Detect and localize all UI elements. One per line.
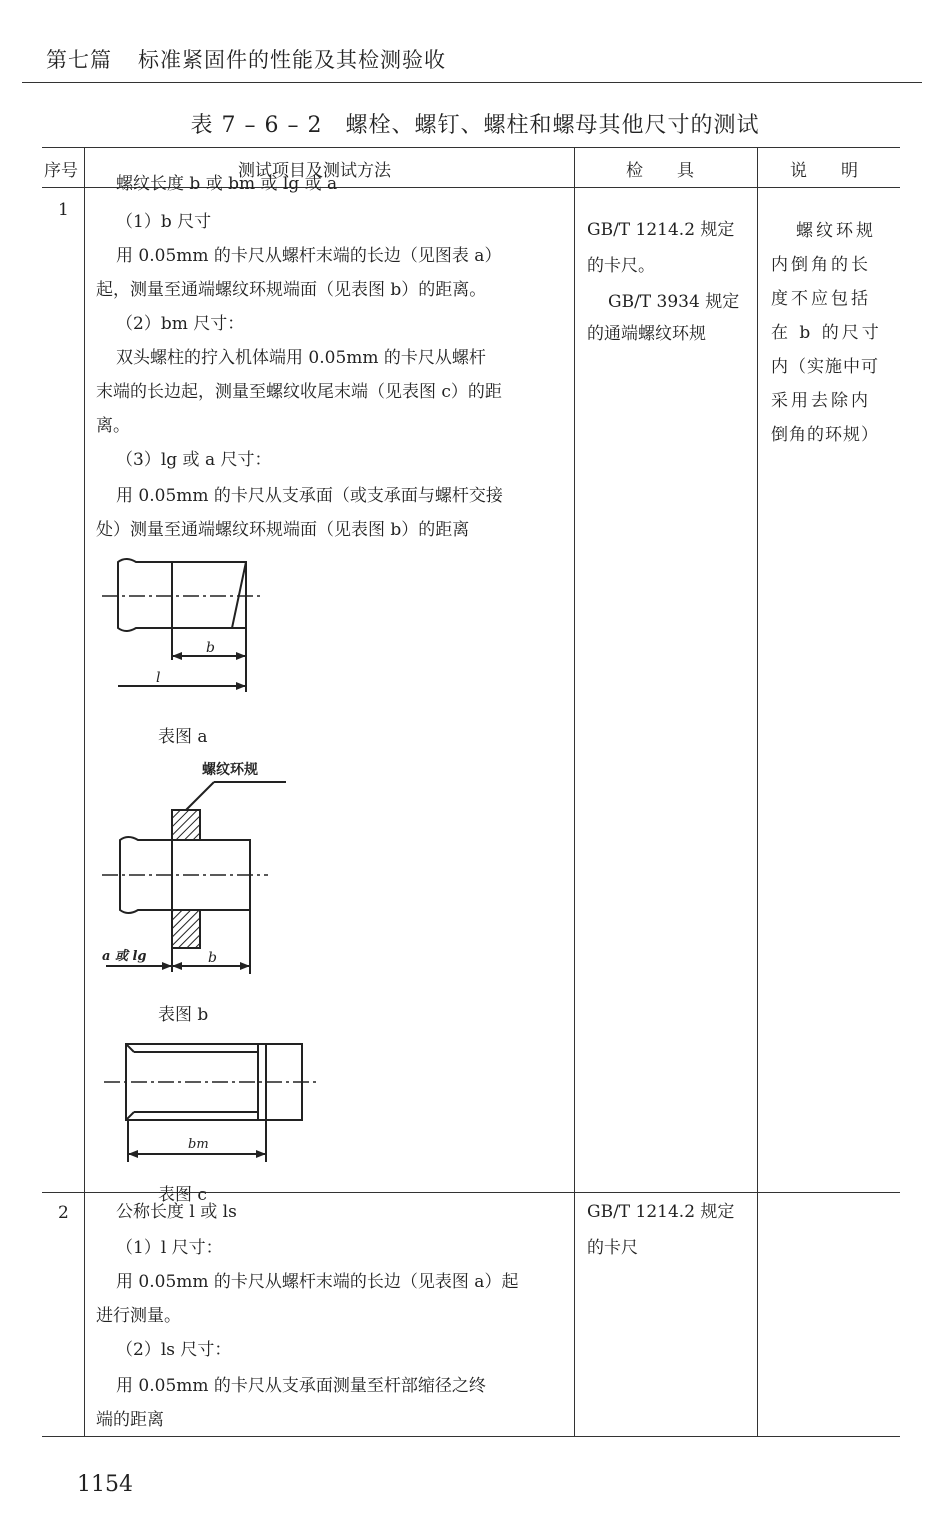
method-line: （1）l 尺寸： <box>116 1238 223 1258</box>
method-line: 双头螺柱的拧入机体端用 0.05mm 的卡尺从螺杆 <box>116 348 486 368</box>
table-bottom-rule <box>42 1436 900 1437</box>
method-line: （1）b 尺寸 <box>116 212 212 232</box>
column-header-method: 测试项目及测试方法 <box>238 161 391 181</box>
column-header-note: 说 明 <box>790 161 858 181</box>
note-line: 内（实施中可 <box>771 357 879 377</box>
header-part: 第七篇 <box>46 48 112 72</box>
table-top-rule <box>42 147 900 148</box>
figure-c-drawing <box>100 1038 322 1166</box>
method-line: （2）ls 尺寸： <box>116 1340 232 1360</box>
note-line: 螺纹环规 <box>796 221 876 241</box>
column-divider <box>84 147 85 1437</box>
figure-b-caption: 表图 b <box>158 1005 209 1025</box>
table-title: 表 7 – 6 – 2 螺栓、螺钉、螺柱和螺母其他尺寸的测试 <box>190 113 760 138</box>
method-line: 处）测量至通端螺纹环规端面（见表图 b）的距离 <box>96 520 470 540</box>
note-line: 度不应包括 <box>771 289 871 309</box>
figure-b-label-a-or-lg: a 或 lg <box>102 949 147 964</box>
method-line: （2）bm 尺寸： <box>116 314 245 334</box>
method-line: 进行测量。 <box>96 1306 181 1326</box>
figure-b-ring-label: 螺纹环规 <box>202 762 258 778</box>
header-title: 标准紧固件的性能及其检测验收 <box>138 48 446 72</box>
figure-a-caption: 表图 a <box>158 727 208 747</box>
method-line: 用 0.05mm 的卡尺从支承面（或支承面与螺杆交接 <box>116 486 503 506</box>
method-line: 用 0.05mm 的卡尺从支承面测量至杆部缩径之终 <box>116 1376 486 1396</box>
tools-line: GB/T 1214.2 规定 <box>587 220 735 240</box>
row-number: 1 <box>58 200 69 220</box>
figure-c-label-bm: bm <box>188 1137 209 1152</box>
column-divider <box>757 147 758 1437</box>
figure-a-label-b: b <box>206 640 215 656</box>
note-line: 内倒角的长 <box>771 255 871 275</box>
method-line: 末端的长边起，测量至螺纹收尾末端（见表图 c）的距 <box>96 382 502 402</box>
method-line: 公称长度 l 或 ls <box>116 1202 237 1222</box>
tools-line: GB/T 1214.2 规定 <box>587 1202 735 1222</box>
note-line: 倒角的环规） <box>771 425 879 445</box>
method-line: 离。 <box>96 416 130 436</box>
figure-b-drawing <box>96 758 286 980</box>
method-line: 螺纹长度 b 或 bm 或 lg 或 a <box>116 174 338 194</box>
header-rule <box>22 82 922 83</box>
method-line: （3）lg 或 a 尺寸： <box>116 450 272 470</box>
tools-line: 的卡尺。 <box>587 256 655 276</box>
column-divider <box>574 147 575 1437</box>
note-line: 采用去除内 <box>771 391 871 411</box>
page-number: 1154 <box>77 1472 133 1497</box>
method-line: 用 0.05mm 的卡尺从螺杆末端的长边（见图表 a） <box>116 246 502 266</box>
column-header-tools: 检 具 <box>626 161 694 181</box>
running-header <box>46 44 446 74</box>
method-line: 起，测量至通端螺纹环规端面（见表图 b）的距离。 <box>96 280 487 300</box>
figure-a-label-l: l <box>156 670 161 686</box>
tools-line: 的卡尺 <box>587 1238 638 1258</box>
column-header-no: 序号 <box>44 161 78 181</box>
figure-b-label-b: b <box>208 950 217 966</box>
note-line: 在 b 的尺寸 <box>771 323 882 343</box>
method-line: 端的距离 <box>96 1410 164 1430</box>
tools-line: GB/T 3934 规定 <box>608 292 740 312</box>
figure-c-caption: 表图 c <box>158 1185 207 1205</box>
tools-line: 的通端螺纹环规 <box>587 324 706 344</box>
row-number: 2 <box>58 1203 69 1223</box>
figure-a-drawing <box>96 552 276 700</box>
method-line: 用 0.05mm 的卡尺从螺杆末端的长边（见表图 a）起 <box>116 1272 519 1292</box>
